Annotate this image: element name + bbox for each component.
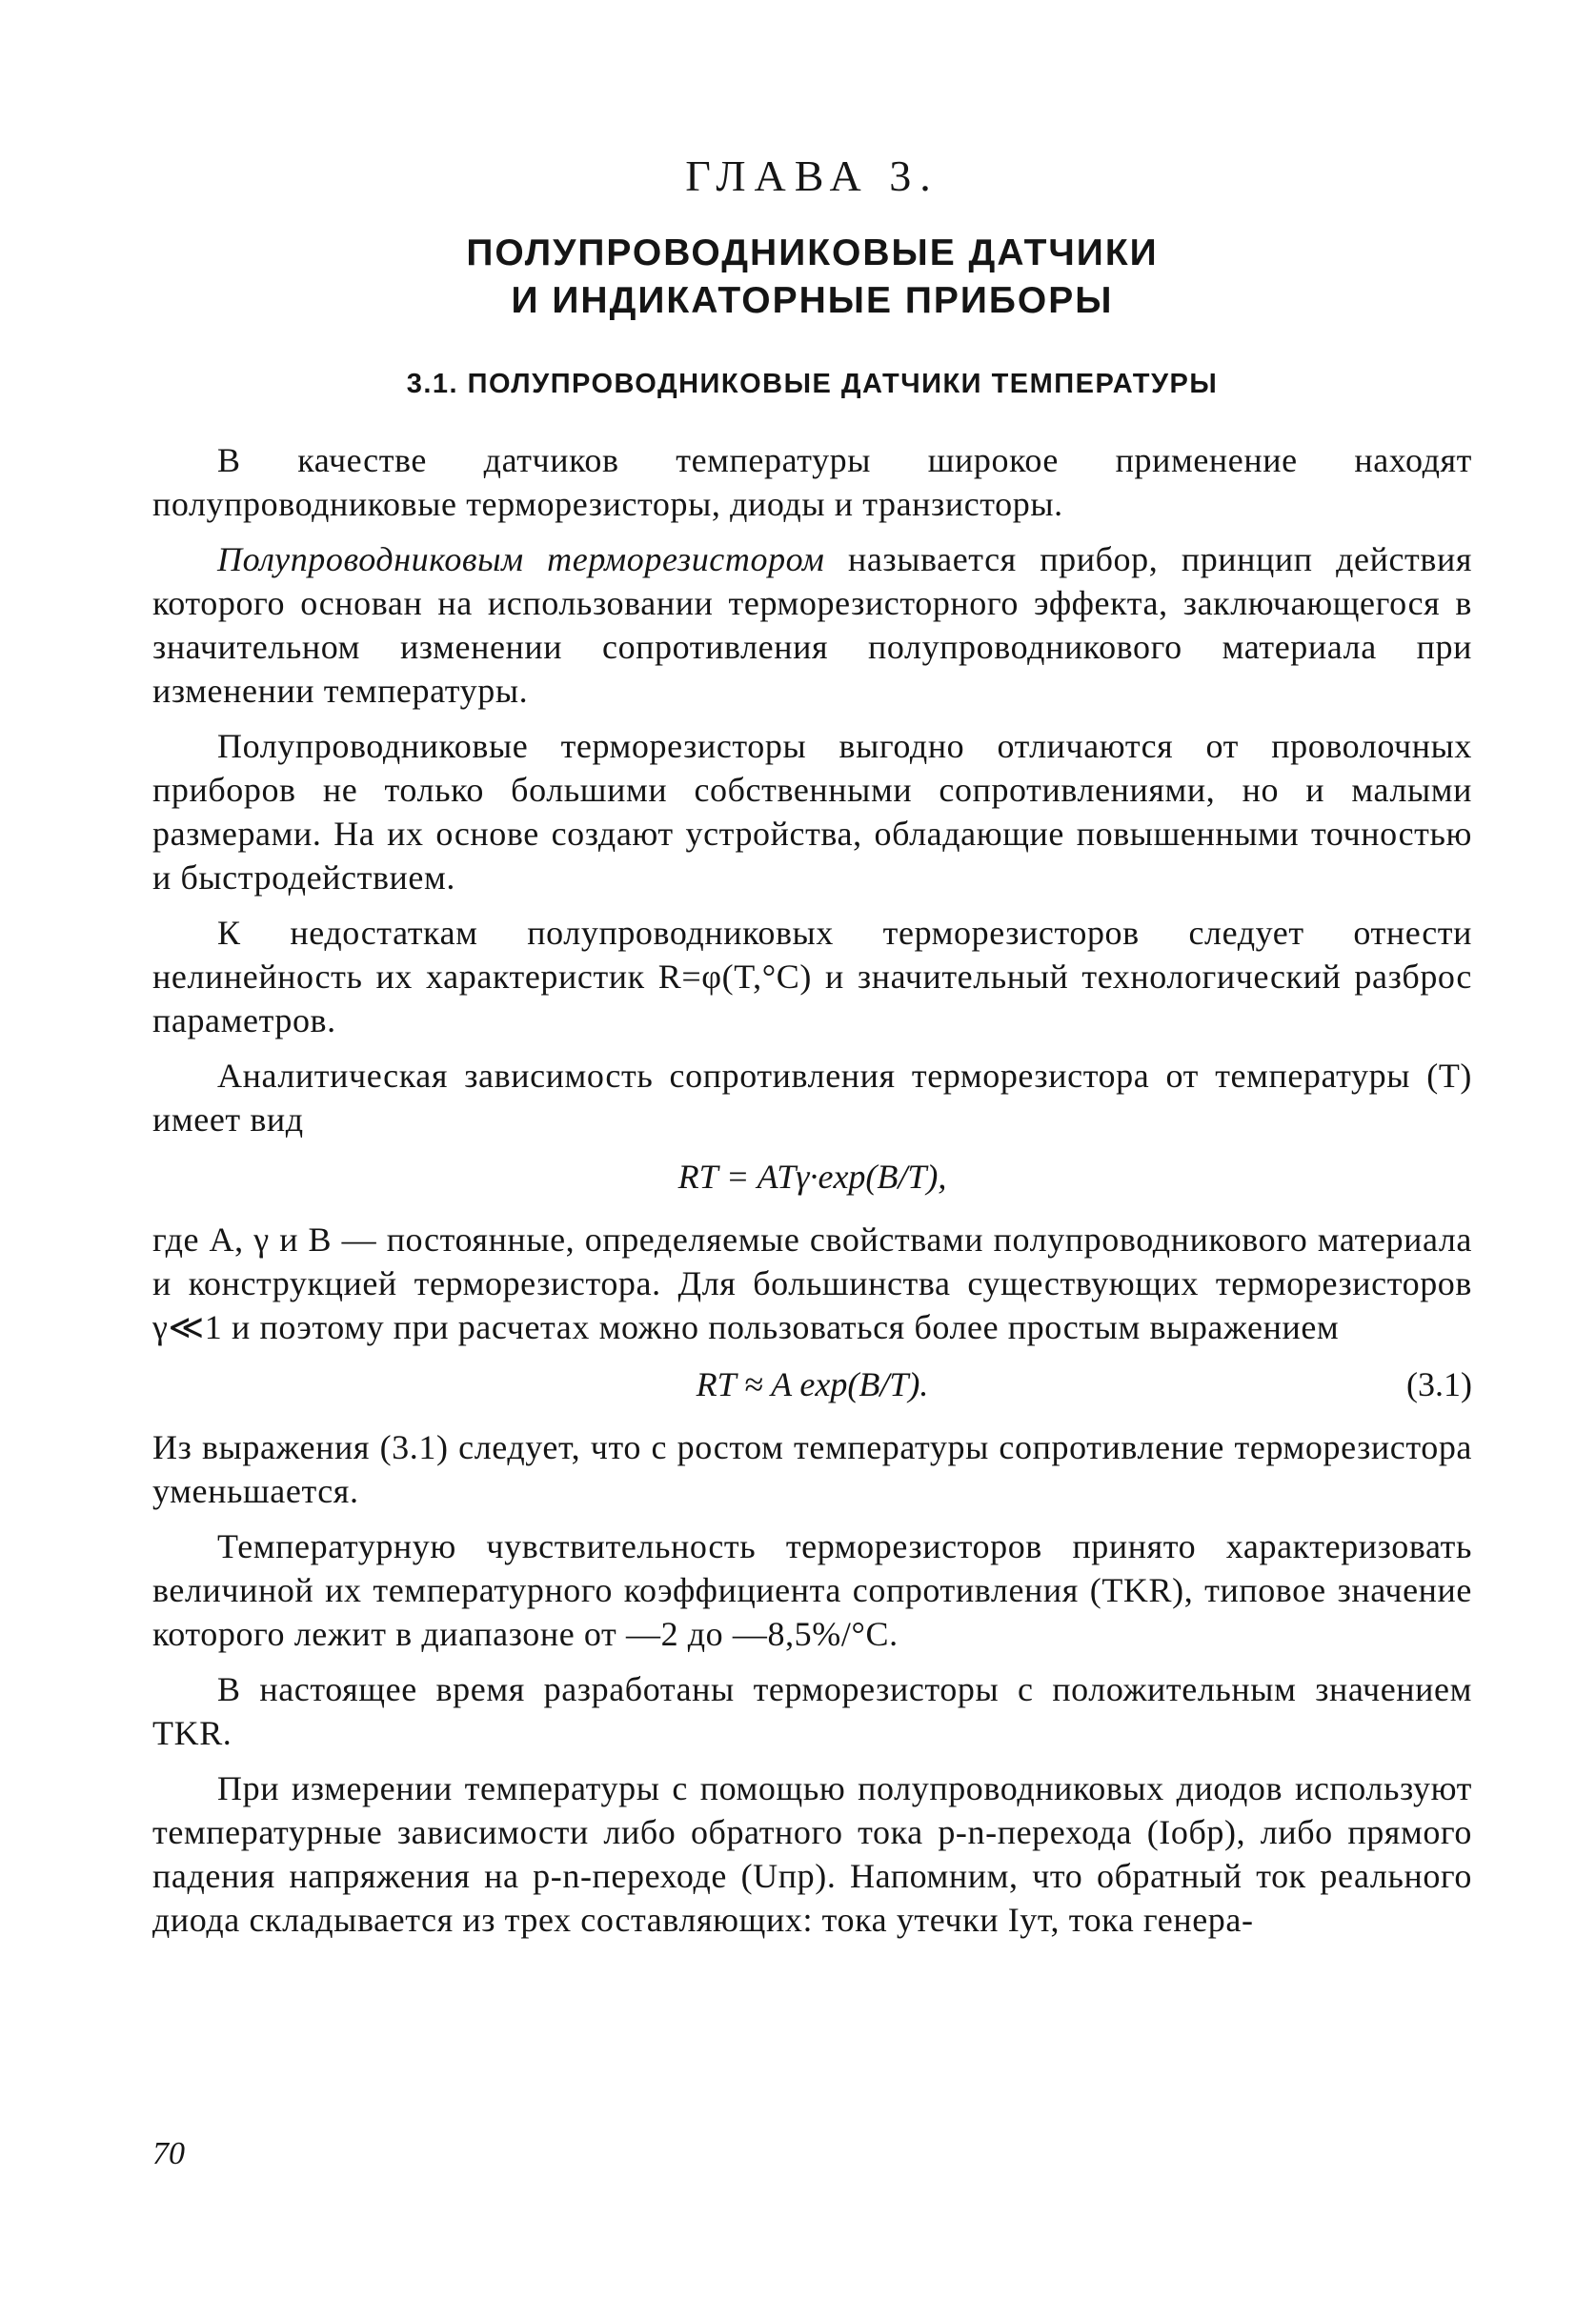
formula-3-1-number: (3.1) [1406, 1365, 1472, 1403]
paragraph-1: В качестве датчиков температуры широкое применение находят полупроводниковые терморезисторы, диоды и транзисторы. [152, 441, 1472, 523]
term-semiconductor-thermistor: Полупроводниковым терморезистором [217, 540, 825, 578]
formula-3-1 [152, 1362, 1472, 1406]
paragraph-9: В настоящее время разработаны терморезисторы с положительным значением TKR. [152, 1670, 1472, 1752]
chapter-title [152, 230, 1472, 325]
chapter-title-line-1: ПОЛУПРОВОДНИКОВЫЕ ДАТЧИКИ [466, 232, 1159, 273]
paragraph-7: Из выражения (3.1) следует, что с ростом температуры сопротивление терморезистора уменьшается. [152, 1428, 1472, 1510]
chapter-label: ГЛАВА 3. [685, 151, 939, 200]
paragraph-3: Полупроводниковые терморезисторы выгодно отличаются от проволочных приборов не только большими собственными сопротивлениями, но и малыми размерами. На их основе создают устройства, обладающие повышенными точностью и быстродействием. [152, 727, 1472, 897]
paragraph-8: Температурную чувствительность терморезисторов принято характеризовать величиной их температурного коэффициента сопротивления (TKR), типовое значение которого лежит в диапазоне от —2 до —8,5%/°С. [152, 1527, 1472, 1653]
paragraph-6: где A, γ и B — постоянные, определяемые свойствами полупроводникового материала и конструкцией терморезистора. Для большинства существующих терморезисторов γ≪1 и поэтому при расчетах можно пользоваться более простым выражением [152, 1220, 1472, 1346]
section-title: 3.1. ПОЛУПРОВОДНИКОВЫЕ ДАТЧИКИ ТЕМПЕРАТУРЫ [406, 369, 1219, 399]
paragraph-5: Аналитическая зависимость сопротивления терморезистора от температуры (T) имеет вид [152, 1057, 1472, 1139]
paragraph-10: При измерении температуры с помощью полупроводниковых диодов используют температурные зависимости либо обратного тока p-n-перехода (Iобр), либо прямого падения напряжения на p-n-переходе (Uпр). Напомним, что обратный ток реального диода складывается из трех составляющих: тока утечки Iут, тока генера- [152, 1769, 1472, 1939]
formula-resistance-full: RT = ATγ·exp(B/T), [677, 1158, 947, 1196]
chapter-title-line-2: И ИНДИКАТОРНЫЕ ПРИБОРЫ [511, 280, 1114, 321]
paragraph-2 [152, 537, 1472, 713]
page-body [152, 143, 1472, 1953]
page-number: 70 [152, 2136, 185, 2171]
paragraph-4: К недостаткам полупроводниковых терморезисторов следует отнести нелинейность их характеристик R=φ(T,°C) и значительный технологический разброс параметров. [152, 914, 1472, 1039]
formula-3-1-expression: RT ≈ A exp(B/T). [696, 1365, 929, 1403]
paragraph-2-text: называется прибор, принцип действия которого основан на использовании терморезисторного эффекта, заключающегося в значительном изменении сопротивления полупроводникового материала при изменении температуры. [152, 540, 1472, 710]
